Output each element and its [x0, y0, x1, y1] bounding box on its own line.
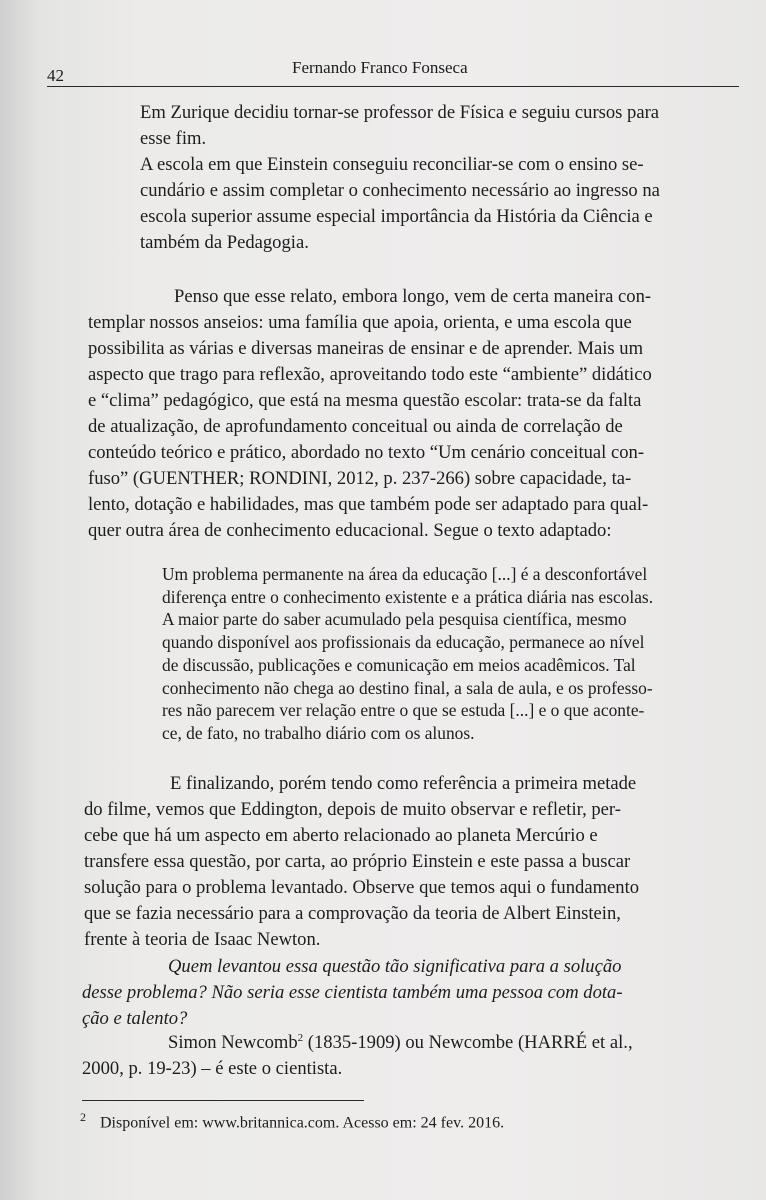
- text-line: possibilita as várias e diversas maneiras de ensinar e de aprender. Mais um: [88, 338, 644, 359]
- quote-line: res não parecem ver relação entre o que se estuda [...] e o que aconte-: [162, 700, 645, 721]
- paragraph-question: [82, 954, 742, 1032]
- text-line: e “clima” pedagógico, que está na mesma questão escolar: trata-se da falta: [88, 390, 642, 411]
- text-line: Quem levantou essa questão tão significativa para a solução: [168, 956, 622, 977]
- footnote-text: Disponível em: www.britannica.com. Acesso em: 24 fev. 2016.: [100, 1114, 505, 1132]
- page-number: 42: [47, 66, 64, 85]
- header-rule: [47, 86, 739, 87]
- text-line: desse problema? Não seria esse cientista também uma pessoa com dota-: [82, 982, 623, 1003]
- text-line: do filme, vemos que Eddington, depois de muito observar e refletir, per-: [84, 799, 621, 820]
- text-line: escola superior assume especial importância da História da Ciência e: [140, 206, 653, 227]
- footnote: [80, 1106, 504, 1134]
- running-head-author: Fernando Franco Fonseca: [292, 58, 468, 77]
- newcomb-dates: (1835-1909) ou Newcombe (HARRÉ et al.,: [303, 1032, 633, 1053]
- text-line: frente à teoria de Isaac Newton.: [84, 929, 321, 950]
- quote-line: ce, de fato, no trabalho diário com os alunos.: [162, 722, 475, 743]
- text-line: que se fazia necessário para a comprovação da teoria de Albert Einstein,: [84, 903, 621, 924]
- text-line: conteúdo teórico e prático, abordado no texto “Um cenário conceitual con-: [88, 442, 645, 463]
- footnote-rule: [82, 1100, 364, 1101]
- text-line: fuso” (GUENTHER; RONDINI, 2012, p. 237-266) sobre capacidade, ta-: [88, 468, 632, 489]
- quote-line: Um problema permanente na área da educação [...] é a desconfortável: [162, 564, 648, 584]
- text-line: cundário e assim completar o conhecimento necessário ao ingresso na: [140, 180, 660, 201]
- text-line: de atualização, de aprofundamento conceitual ou ainda de correlação de: [88, 416, 623, 437]
- text-line: esse fim.: [140, 128, 207, 149]
- block-quote: [162, 563, 740, 745]
- text-line: quer outra área de conhecimento educacional. Segue o texto adaptado:: [88, 520, 612, 541]
- text-line: ção e talento?: [82, 1008, 188, 1029]
- paragraph-zurich: [140, 100, 737, 256]
- text-line: solução para o problema levantado. Observe que temos aqui o fundamento: [84, 877, 640, 898]
- paragraph-newcomb: [82, 1030, 742, 1082]
- quote-line: diferença entre o conhecimento existente e a prática diária nas escolas.: [162, 586, 654, 607]
- text-line: Penso que esse relato, embora longo, vem de certa maneira con-: [174, 286, 652, 307]
- text-line: E finalizando, porém tendo como referência a primeira metade: [170, 773, 637, 794]
- footnote-reference: 2: [297, 1031, 304, 1044]
- quote-line: quando disponível aos profissionais da educação, permanece ao nível: [162, 632, 645, 653]
- text-line: templar nossos anseios: uma família que apoia, orienta, e uma escola que: [88, 312, 632, 333]
- text-line: Em Zurique decidiu tornar-se professor de Física e seguiu cursos para: [140, 102, 660, 123]
- text-line: aspecto que trago para reflexão, aproveitando todo este “ambiente” didático: [88, 364, 652, 385]
- text-line: transfere essa questão, por carta, ao próprio Einstein e este passa a buscar: [84, 851, 631, 872]
- paragraph-eddington: [84, 771, 742, 953]
- text-line: A escola em que Einstein conseguiu reconciliar-se com o ensino se-: [140, 154, 644, 175]
- text-line: lento, dotação e habilidades, mas que também pode ser adaptado para qual-: [88, 494, 649, 515]
- newcomb-name: Simon Newcomb: [168, 1032, 298, 1053]
- text-line: também da Pedagogia.: [140, 232, 309, 253]
- footnote-mark: 2: [80, 1110, 86, 1124]
- paragraph-reflection: [88, 284, 740, 544]
- text-line: cebe que há um aspecto em aberto relacionado ao planeta Mercúrio e: [84, 825, 598, 846]
- quote-line: de discussão, publicações e comunicação em meios acadêmicos. Tal: [162, 654, 636, 675]
- quote-line: conhecimento não chega ao destino final, a sala de aula, e os professo-: [162, 677, 653, 698]
- text-line: [82, 1030, 742, 1056]
- quote-line: A maior parte do saber acumulado pela pesquisa científica, mesmo: [162, 609, 627, 630]
- text-line: 2000, p. 19-23) – é este o cientista.: [82, 1058, 343, 1079]
